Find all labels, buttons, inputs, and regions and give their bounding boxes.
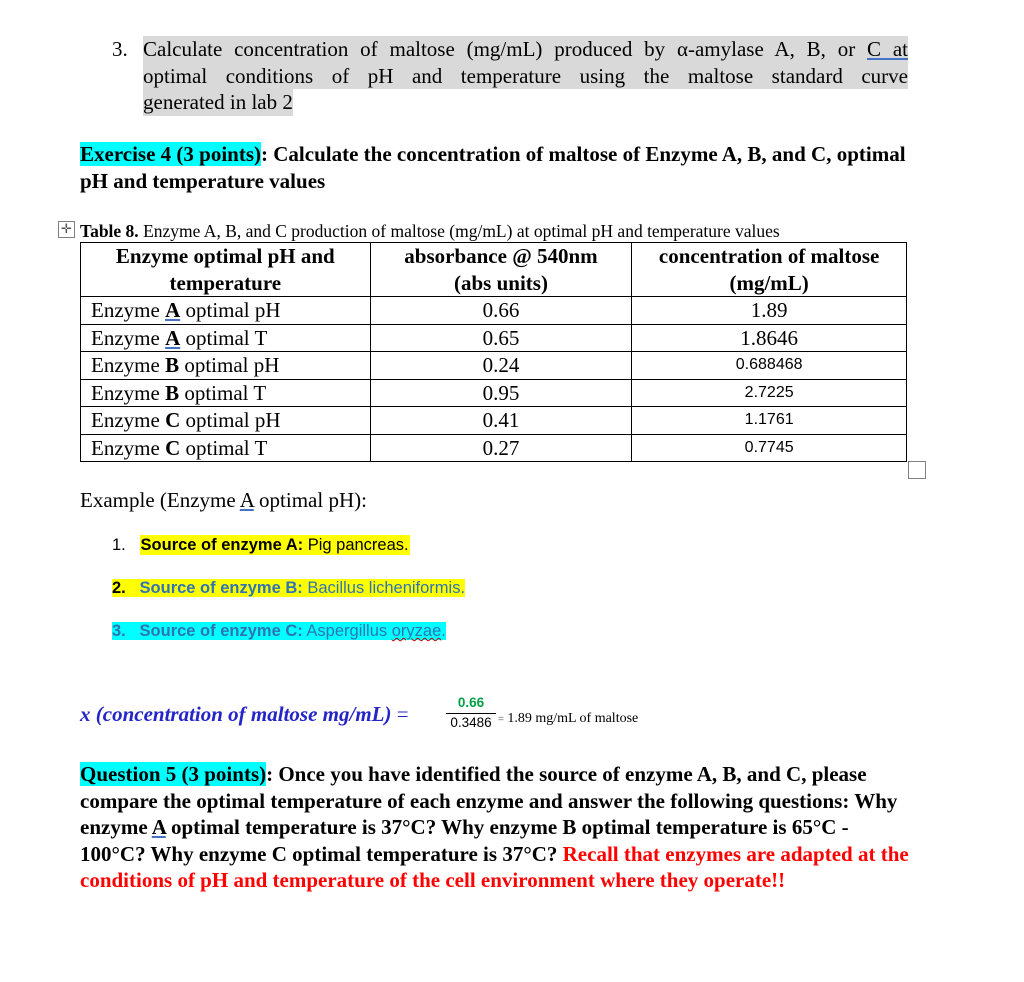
fraction-numerator: 0.66 [457, 695, 485, 710]
exercise-4-label: Exercise 4 (3 points) [80, 142, 262, 166]
table-8-caption [80, 221, 780, 242]
table-row [81, 324, 907, 352]
row-label: Enzyme A optimal T [81, 324, 371, 352]
row-concentration: 0.7745 [632, 434, 907, 462]
source-label: Source of enzyme C: [139, 622, 303, 640]
source-label: Source of enzyme B: [139, 579, 303, 597]
equation-result: = 1.89 mg/mL of maltose [498, 711, 639, 726]
item-3-line-1: Calculate concentration of maltose (mg/mL) produced by α-amylase A, B, or C at [143, 37, 908, 61]
table-move-handle-icon[interactable]: ✛ [58, 221, 75, 238]
spelling-squiggle[interactable]: oryzae [391, 622, 442, 640]
row-label: Enzyme B optimal T [81, 379, 371, 407]
row-concentration: 2.7225 [632, 379, 907, 407]
table-8-caption-label: Table 8. [80, 221, 139, 241]
row-concentration: 0.688468 [632, 352, 907, 380]
table-row [81, 352, 907, 380]
source-highlight: Source of enzyme C: Aspergillus oryzae. [139, 622, 446, 640]
item-3-body [143, 36, 908, 116]
equation-lhs: x (concentration of maltose mg/mL) = [80, 702, 409, 726]
table-row [81, 407, 907, 435]
row-label: Enzyme C optimal pH [81, 407, 371, 435]
row-absorbance: 0.27 [370, 434, 632, 462]
table-8-caption-text: Enzyme A, B, and C production of maltose (mg/mL) at optimal pH and temperature values [138, 221, 780, 241]
item-3-line-3: generated in lab 2 [143, 90, 293, 114]
source-label: Source of enzyme A: [140, 536, 304, 554]
row-absorbance: 0.41 [370, 407, 632, 435]
question-5-letter: A [151, 815, 166, 839]
row-label: Enzyme A optimal pH [81, 297, 371, 325]
header-concentration: concentration of maltose (mg/mL) [632, 243, 907, 297]
question-5-label: Question 5 (3 points) [80, 762, 267, 786]
exercise-4-text: : Calculate the concentration of maltose of Enzyme A, B, and C, optimal pH and temperature values [80, 142, 906, 193]
row-label: Enzyme C optimal T [81, 434, 371, 462]
exercise-4-heading [80, 141, 920, 195]
source-item-a [112, 536, 410, 555]
table-header-row [81, 243, 907, 297]
recall-note: Recall that enzymes are adapted at the conditions of pH and temperature of the cell environment where they operate!! [80, 841, 909, 892]
row-label: Enzyme B optimal pH [81, 352, 371, 380]
source-item-c [112, 622, 446, 641]
source-item-b [112, 579, 465, 598]
row-absorbance: 0.24 [370, 352, 632, 380]
example-line: Example (Enzyme A optimal pH): [80, 488, 367, 512]
source-value: Bacillus licheniformis. [302, 579, 466, 597]
source-highlight [140, 579, 466, 597]
row-absorbance: 0.65 [370, 324, 632, 352]
row-absorbance: 0.95 [370, 379, 632, 407]
example-letter: A [239, 488, 254, 512]
row-concentration: 1.89 [632, 297, 907, 325]
item-3-link-c: C at [867, 37, 908, 61]
header-absorbance: absorbance @ 540nm (abs units) [370, 243, 632, 297]
table-row [81, 379, 907, 407]
table-row [81, 434, 907, 462]
source-number: 1. [112, 536, 126, 554]
source-value: Pig pancreas. [303, 536, 409, 554]
source-number: 2. [112, 579, 126, 597]
source-highlight [140, 535, 410, 555]
row-concentration: 1.8646 [632, 324, 907, 352]
item-3-number: 3. [112, 37, 128, 61]
table-resize-handle[interactable] [908, 461, 926, 479]
header-enzyme: Enzyme optimal pH and temperature [81, 243, 371, 297]
row-absorbance: 0.66 [370, 297, 632, 325]
item-3-line-2: optimal conditions of pH and temperature using the maltose standard curve [143, 63, 908, 88]
equation-fraction [446, 694, 496, 732]
table-row [81, 297, 907, 325]
question-5: Question 5 (3 points): Once you have identified the source of enzyme A, B, and C, please compare the optimal temperature of each enzyme and answer the following questions: Why enzyme A optimal temperature is 37°C? Why enzyme B optimal temperature is 65°C - 100°C? Why enzyme C optimal temperature is 37°C? Recall that enzymes are adapted at the conditions of pH and temperature of the cell environment where they operate!! [80, 762, 909, 892]
row-concentration: 1.1761 [632, 407, 907, 435]
table-8 [80, 242, 907, 462]
fraction-denominator: 0.3486 [450, 715, 492, 730]
source-number: 3. [112, 622, 126, 640]
